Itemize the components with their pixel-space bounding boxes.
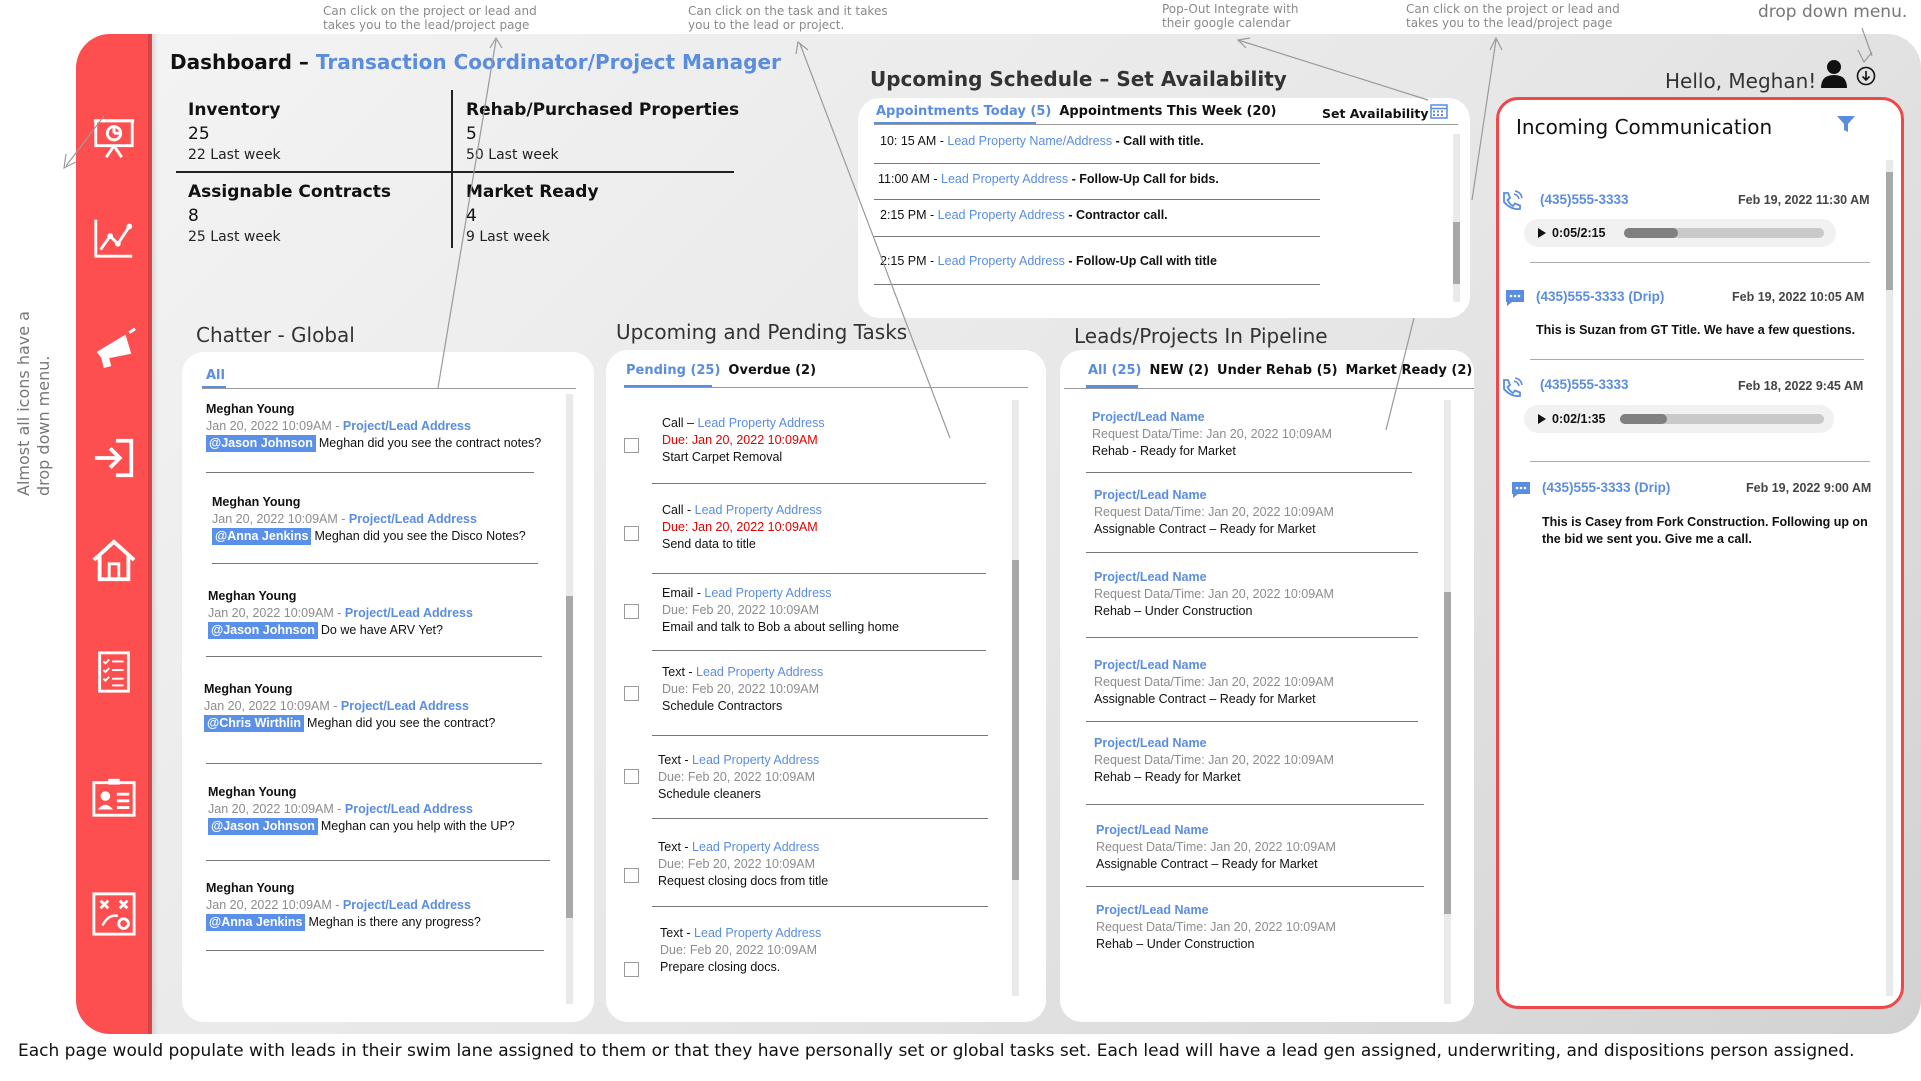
chat-message[interactable]: Meghan Young Jan 20, 2022 10:09AM - Project/Lead Address @Jason Johnson Meghan did you see the contract notes?	[206, 402, 542, 450]
checklist-icon[interactable]	[88, 646, 140, 698]
tab-appointments-today[interactable]: Appointments Today (5)	[876, 104, 1052, 119]
comm-date: Feb 19, 2022 11:30 AM	[1738, 193, 1870, 207]
task-item[interactable]: Call – Lead Property Address Due: Jan 20, 2022 10:09AM Start Carpet Removal	[662, 416, 825, 464]
tab-all[interactable]: All (25)	[1088, 363, 1142, 378]
filter-icon[interactable]	[1836, 114, 1856, 139]
task-item[interactable]: Text - Lead Property Address Due: Feb 20, 2022 10:09AM Prepare closing docs.	[660, 926, 822, 974]
analytics-chart-icon[interactable]	[88, 212, 140, 264]
stat-assignable-contracts[interactable]: Assignable Contracts 8 25 Last week	[188, 182, 391, 245]
schedule-heading: Upcoming Schedule – Set Availability	[870, 67, 1287, 91]
chat-divider	[206, 472, 534, 473]
message-icon	[1510, 480, 1532, 505]
comms-heading: Incoming Communication	[1516, 115, 1773, 139]
chat-divider	[212, 563, 538, 564]
calendar-icon[interactable]	[1430, 103, 1448, 124]
comm-date: Feb 19, 2022 10:05 AM	[1732, 290, 1865, 304]
dropdown-icon[interactable]	[1856, 66, 1876, 91]
comms-scroll-thumb[interactable]	[1886, 172, 1893, 290]
mention-tag[interactable]: @Jason Johnson	[208, 622, 318, 639]
task-divider	[652, 483, 986, 484]
pipeline-divider	[1086, 804, 1424, 805]
audio-player[interactable]: 0:02/1:35	[1524, 405, 1834, 433]
audio-progress[interactable]	[1620, 414, 1824, 424]
pipeline-divider	[1086, 721, 1418, 722]
pipeline-divider	[1086, 552, 1418, 553]
tab-divider	[1064, 388, 1474, 389]
sign-in-icon[interactable]	[88, 432, 140, 484]
task-item[interactable]: Text - Lead Property Address Due: Feb 20, 2022 10:09AM Schedule Contractors	[662, 665, 824, 713]
comm-divider	[1530, 262, 1870, 263]
tasks-heading: Upcoming and Pending Tasks	[616, 320, 908, 344]
annotation-popout: Pop-Out Integrate with their google calendar	[1162, 2, 1299, 31]
sidebar-shadow	[148, 34, 158, 1034]
tasks-scroll-thumb[interactable]	[1012, 560, 1019, 880]
mention-tag[interactable]: @Jason Johnson	[206, 435, 316, 452]
schedule-row-divider	[874, 284, 1320, 285]
task-divider	[652, 735, 988, 736]
play-icon[interactable]	[1538, 414, 1546, 424]
chatter-scroll-thumb[interactable]	[566, 596, 573, 918]
tab-under-rehab[interactable]: Under Rehab (5)	[1217, 363, 1338, 378]
annotation-dropdown: drop down menu.	[1758, 2, 1908, 22]
mention-tag[interactable]: @Jason Johnson	[208, 818, 318, 835]
tab-market-ready[interactable]: Market Ready (2)	[1345, 363, 1473, 378]
greeting: Hello, Meghan!	[1665, 69, 1817, 93]
stat-rehab-purchased[interactable]: Rehab/Purchased Properties 5 50 Last week	[466, 100, 740, 163]
chat-message[interactable]: Meghan Young Jan 20, 2022 10:09AM - Project/Lead Address @Anna Jenkins Meghan is there any progress?	[206, 881, 481, 929]
task-item[interactable]: Text - Lead Property Address Due: Feb 20, 2022 10:09AM Schedule cleaners	[658, 753, 820, 801]
task-divider	[652, 573, 986, 574]
stats-divider-v	[451, 90, 453, 248]
home-icon[interactable]	[88, 534, 140, 586]
task-checkbox[interactable]	[624, 438, 639, 453]
tab-divider	[624, 387, 1028, 388]
comm-message-text: This is Suzan from GT Title. We have a few questions.	[1536, 323, 1856, 337]
chat-message[interactable]: Meghan Young Jan 20, 2022 10:09AM - Project/Lead Address @Jason Johnson Do we have ARV Yet?	[208, 589, 473, 637]
contact-card-icon[interactable]	[88, 772, 140, 824]
phone-call-icon	[1500, 377, 1524, 404]
comm-divider	[1530, 359, 1864, 360]
task-divider	[652, 906, 988, 907]
comm-date: Feb 18, 2022 9:45 AM	[1738, 379, 1864, 393]
schedule-row[interactable]: 2:15 PM - Lead Property Address - Follow-Up Call with title	[880, 254, 1217, 268]
audio-progress[interactable]	[1624, 228, 1824, 238]
stat-inventory[interactable]: Inventory 25 22 Last week	[188, 100, 281, 163]
schedule-scroll-thumb[interactable]	[1453, 222, 1460, 284]
task-checkbox[interactable]	[624, 868, 639, 883]
task-item[interactable]: Email - Lead Property Address Due: Feb 20, 2022 10:09AM Email and talk to Bob a about selling home	[662, 586, 899, 634]
presentation-icon[interactable]	[88, 112, 140, 164]
pipeline-tabs	[1088, 363, 1472, 378]
pipeline-divider	[1086, 886, 1424, 887]
task-item[interactable]: Call - Lead Property Address Due: Jan 20, 2022 10:09AM Send data to title	[662, 503, 822, 551]
pipeline-item[interactable]: Project/Lead Name Request Data/Time: Jan 20, 2022 10:09AM Assignable Contract – Ready for Market	[1094, 658, 1334, 706]
task-checkbox[interactable]	[624, 686, 639, 701]
tab-pending[interactable]: Pending (25)	[626, 363, 721, 378]
comm-date: Feb 19, 2022 9:00 AM	[1746, 481, 1872, 495]
schedule-row-divider	[874, 199, 1320, 200]
task-divider	[652, 650, 986, 651]
tab-divider	[202, 388, 576, 389]
pipeline-item[interactable]: Project/Lead Name Request Data/Time: Jan 20, 2022 10:09AM Rehab – Ready for Market	[1094, 736, 1334, 784]
task-checkbox[interactable]	[624, 962, 639, 977]
mention-tag[interactable]: @Chris Wirthlin	[204, 715, 304, 732]
strategy-board-icon[interactable]	[88, 888, 140, 940]
chat-divider	[206, 763, 542, 764]
annotation-project-click: Can click on the project or lead and takes you to the lead/project page	[323, 4, 537, 33]
tab-overdue[interactable]: Overdue (2)	[728, 363, 817, 378]
comm-divider	[1530, 461, 1870, 462]
megaphone-icon[interactable]	[88, 322, 140, 374]
pipeline-item[interactable]: Project/Lead Name Request Data/Time: Jan 20, 2022 10:09AM Rehab - Ready for Market	[1092, 410, 1332, 458]
chat-divider	[206, 950, 544, 951]
message-icon	[1504, 288, 1526, 313]
chat-message[interactable]: Meghan Young Jan 20, 2022 10:09AM - Project/Lead Address @Anna Jenkins Meghan did you see the Disco Notes?	[212, 495, 526, 543]
tab-appointments-week[interactable]: Appointments This Week (20)	[1059, 104, 1277, 119]
pipeline-item[interactable]: Project/Lead Name Request Data/Time: Jan 20, 2022 10:09AM Rehab – Under Construction	[1094, 570, 1334, 618]
audio-player[interactable]: 0:05/2:15	[1524, 219, 1836, 247]
pipeline-divider	[1086, 637, 1418, 638]
pipeline-item[interactable]: Project/Lead Name Request Data/Time: Jan 20, 2022 10:09AM Assignable Contract – Ready for Market	[1096, 823, 1336, 871]
tab-divider	[874, 124, 1458, 125]
user-icon[interactable]	[1820, 58, 1848, 93]
tab-all[interactable]: All	[206, 368, 225, 383]
task-divider	[652, 818, 988, 819]
comm-number[interactable]: (435)555-3333	[1540, 377, 1629, 392]
phone-call-icon	[1500, 190, 1524, 217]
chat-message[interactable]: Meghan Young Jan 20, 2022 10:09AM - Project/Lead Address @Jason Johnson Meghan can you help with the UP?	[208, 785, 515, 833]
mention-tag[interactable]: @Anna Jenkins	[212, 528, 311, 545]
schedule-tabs	[876, 104, 1276, 119]
schedule-row[interactable]: 10: 15 AM - Lead Property Name/Address - Call with title.	[880, 134, 1204, 148]
pipeline-divider	[1086, 472, 1412, 473]
comm-number[interactable]: (435)555-3333 (Drip)	[1536, 289, 1665, 304]
task-checkbox[interactable]	[624, 769, 639, 784]
chatter-heading: Chatter - Global	[196, 323, 355, 347]
schedule-row[interactable]: 11:00 AM - Lead Property Address - Follow-Up Call for bids.	[878, 172, 1219, 186]
schedule-row-divider	[874, 236, 1320, 237]
set-availability-button[interactable]: Set Availability	[1322, 106, 1429, 121]
mention-tag[interactable]: @Anna Jenkins	[206, 914, 305, 931]
chat-message[interactable]: Meghan Young Jan 20, 2022 10:09AM - Project/Lead Address @Chris Wirthlin Meghan did you see the contract?	[204, 682, 496, 730]
pipeline-heading: Leads/Projects In Pipeline	[1074, 324, 1328, 348]
comm-number[interactable]: (435)555-3333 (Drip)	[1542, 480, 1671, 495]
task-checkbox[interactable]	[624, 604, 639, 619]
stats-divider-h	[176, 171, 734, 173]
schedule-row[interactable]: 2:15 PM - Lead Property Address - Contractor call.	[880, 208, 1168, 222]
schedule-row-divider	[874, 163, 1320, 164]
play-icon[interactable]	[1538, 228, 1546, 238]
annotation-task-click: Can click on the task and it takes you to the lead or project.	[688, 4, 888, 33]
tasks-tabs	[626, 363, 816, 378]
chat-divider	[206, 656, 542, 657]
task-item[interactable]: Text - Lead Property Address Due: Feb 20, 2022 10:09AM Request closing docs from title	[658, 840, 829, 888]
pipeline-item[interactable]: Project/Lead Name Request Data/Time: Jan 20, 2022 10:09AM Assignable Contract – Ready for Market	[1094, 488, 1334, 536]
chat-divider	[206, 860, 550, 861]
pipeline-scroll-thumb[interactable]	[1444, 592, 1451, 914]
annotation-icons-dropdown: Almost all icons have a drop down menu.	[14, 311, 53, 496]
pipeline-item[interactable]: Project/Lead Name Request Data/Time: Jan 20, 2022 10:09AM Rehab – Under Construction	[1096, 903, 1336, 951]
footer-note: Each page would populate with leads in their swim lane assigned to them or that they have personally set or global tasks set. Each lead will have a lead gen assigned, underwriting, and dispositions person assigned.	[18, 1041, 1855, 1061]
page-title: Dashboard – Transaction Coordinator/Project Manager	[170, 50, 781, 74]
comm-number[interactable]: (435)555-3333	[1540, 192, 1629, 207]
comm-message-text: This is Casey from Fork Construction. Following up on the bid we sent you. Give me a call.	[1542, 515, 1868, 546]
stat-market-ready[interactable]: Market Ready 4 9 Last week	[466, 182, 599, 245]
tab-new[interactable]: NEW (2)	[1149, 363, 1210, 378]
annotation-project-click-2: Can click on the project or lead and takes you to the lead/project page	[1406, 2, 1620, 31]
chatter-tabs	[206, 368, 225, 383]
task-checkbox[interactable]	[624, 526, 639, 541]
